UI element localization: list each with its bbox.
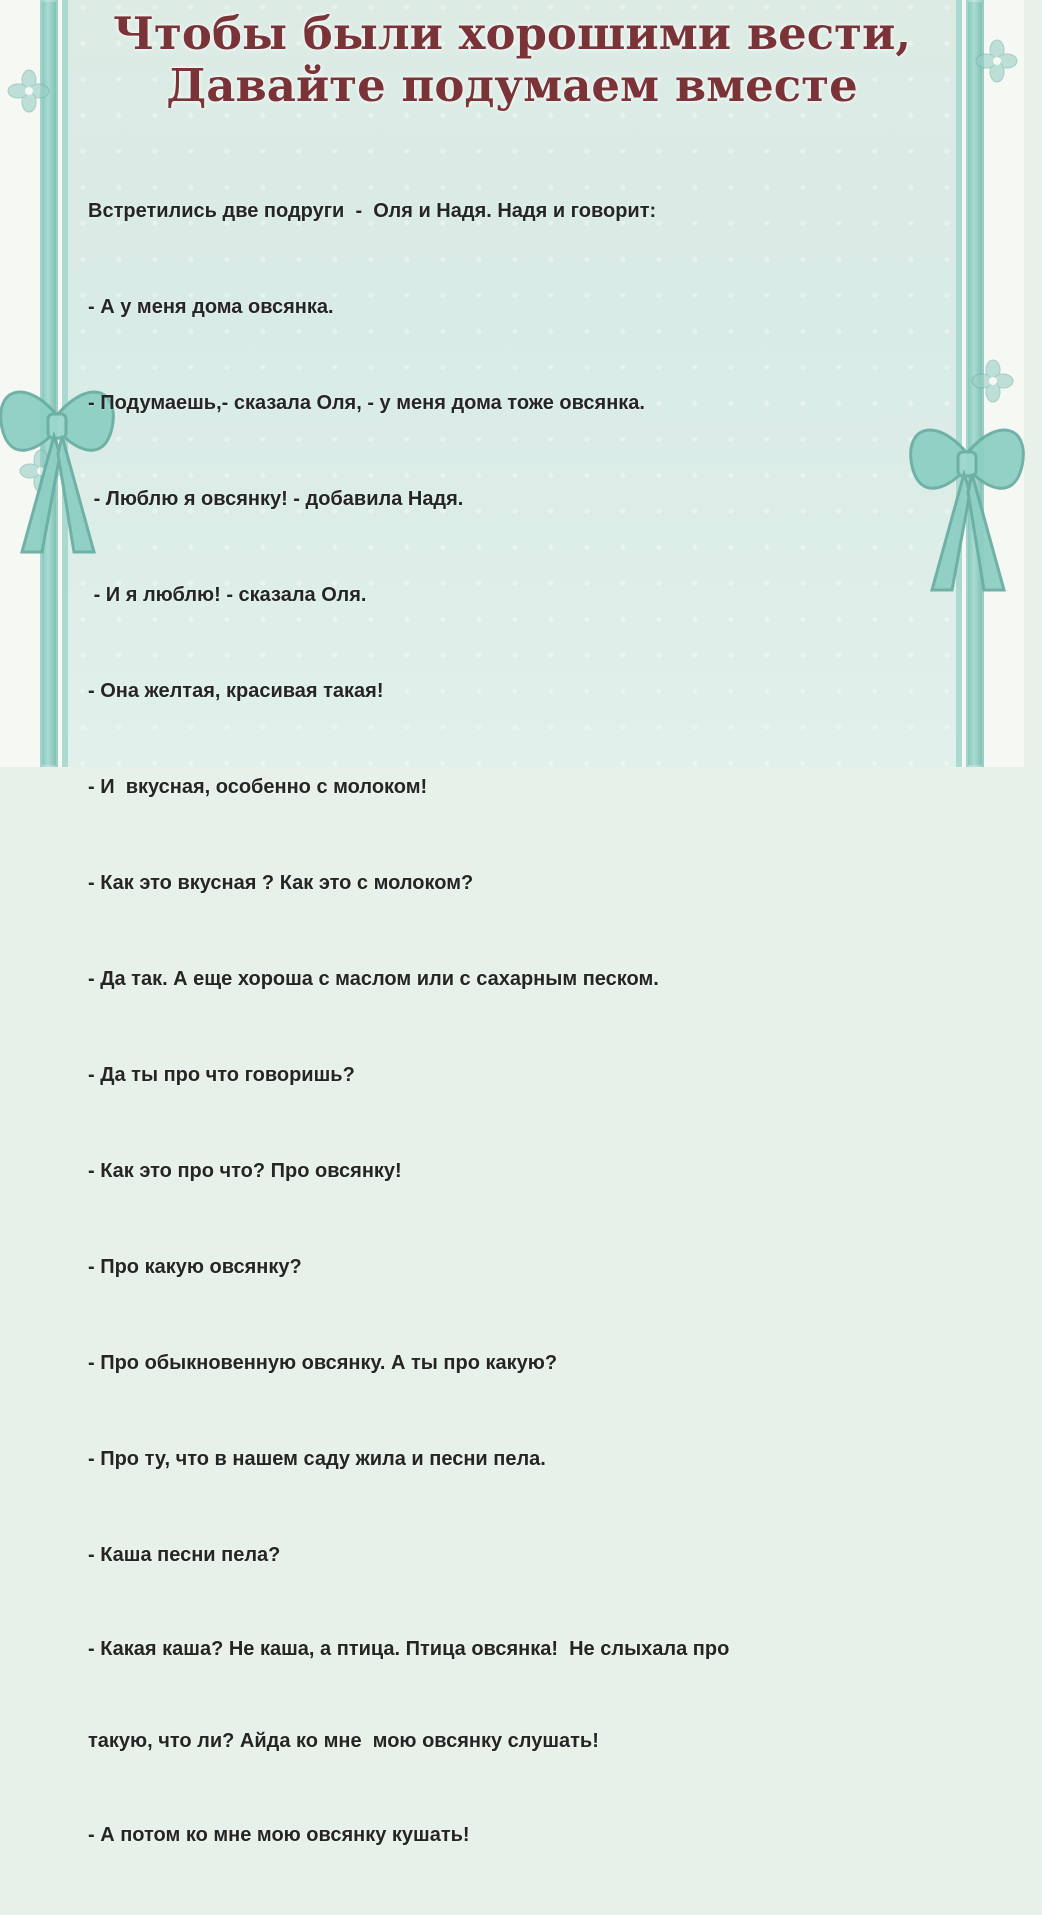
title-line-2: Давайте подумаем вместе bbox=[166, 59, 858, 112]
story-line: - А у меня дома овсянка. bbox=[88, 296, 334, 318]
story-line: - Подумаешь,- сказала Оля, - у меня дома тоже овсянка. bbox=[88, 392, 645, 414]
title-line-1: Чтобы были хорошими вести, bbox=[112, 7, 912, 60]
story-line: - Про обыкновенную овсянку. А ты про какую? bbox=[88, 1352, 558, 1374]
story-line: такую, что ли? Айда ко мне мою овсянку слушать! bbox=[88, 1730, 599, 1752]
story-line: - Она желтая, красивая такая! bbox=[88, 680, 384, 702]
story-line: - И я люблю! - сказала Оля. bbox=[88, 584, 367, 606]
story-line: - Каша песни пела? bbox=[88, 1544, 281, 1566]
flower-icon bbox=[976, 40, 1018, 82]
story-line: - Да так. А еще хороша с маслом или с сахарным песком. bbox=[88, 968, 659, 990]
story-line: Встретились две подруги - Оля и Надя. Надя и говорит: bbox=[88, 200, 657, 222]
page-title bbox=[85, 8, 939, 112]
story-line: - И вкусная, особенно с молоком! bbox=[88, 776, 428, 798]
story-line: - А потом ко мне мою овсянку кушать! bbox=[88, 1824, 470, 1846]
story-text bbox=[88, 131, 928, 1915]
story-line: - Про ту, что в нашем саду жила и песни пела. bbox=[88, 1448, 546, 1470]
story-line: - Как это про что? Про овсянку! bbox=[88, 1160, 402, 1182]
story-line: - Как это вкусная ? Как это с молоком? bbox=[88, 872, 474, 894]
story-line: - Про какую овсянку? bbox=[88, 1256, 302, 1278]
story-line: - Какая каша? Не каша, а птица. Птица овсянка! Не слыхала про bbox=[88, 1638, 730, 1660]
story-line: - Да ты про что говоришь? bbox=[88, 1064, 355, 1086]
story-line: - Люблю я овсянку! - добавила Надя. bbox=[88, 488, 464, 510]
flower-icon bbox=[8, 70, 50, 112]
